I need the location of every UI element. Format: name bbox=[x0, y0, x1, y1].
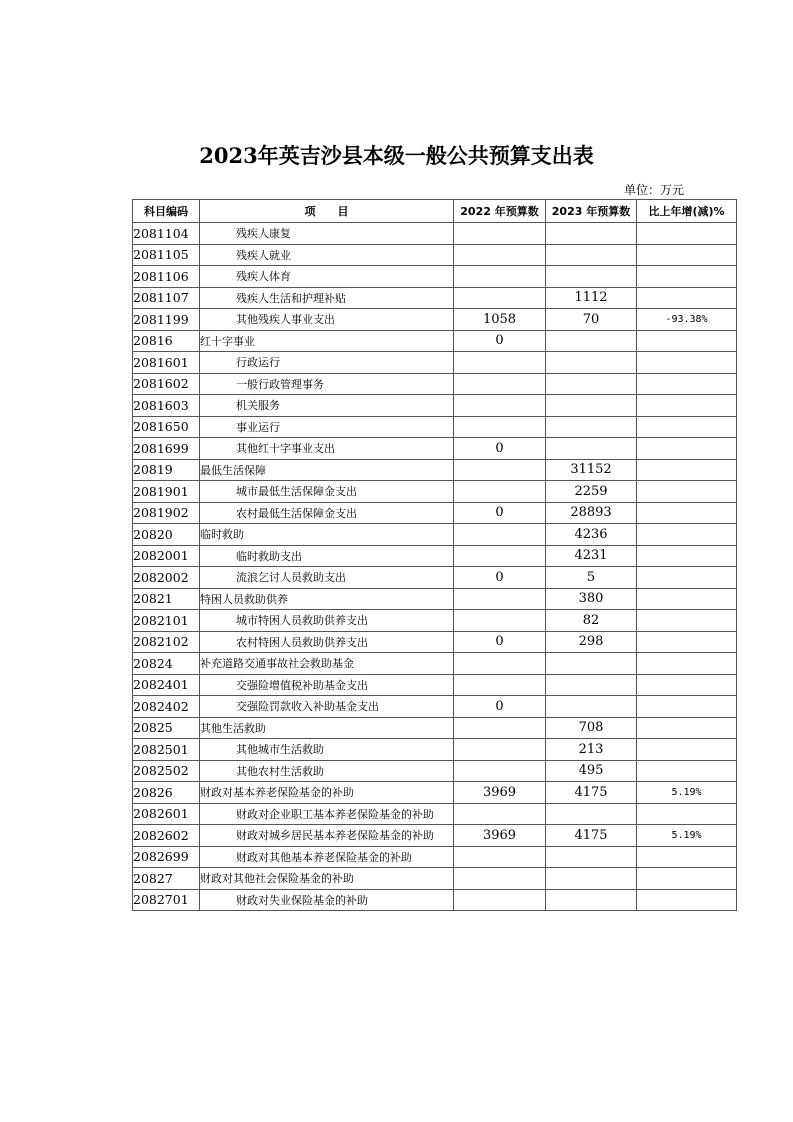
row-2023-budget: 28893 bbox=[546, 502, 637, 524]
row-change-percent: -93.38% bbox=[637, 309, 737, 331]
row-2023-budget: 31152 bbox=[546, 459, 637, 481]
row-2022-budget bbox=[454, 739, 546, 761]
table-row bbox=[133, 438, 737, 460]
row-code: 2081601 bbox=[133, 352, 200, 374]
row-code: 2082602 bbox=[133, 825, 200, 847]
row-code: 2082002 bbox=[133, 567, 200, 589]
row-2023-budget bbox=[546, 889, 637, 911]
row-code: 2082102 bbox=[133, 631, 200, 653]
table-row bbox=[133, 502, 737, 524]
row-item: 其他生活救助 bbox=[200, 717, 454, 739]
table-row bbox=[133, 846, 737, 868]
row-2023-budget: 5 bbox=[546, 567, 637, 589]
row-code: 20825 bbox=[133, 717, 200, 739]
row-change-percent bbox=[637, 524, 737, 546]
budget-table bbox=[132, 199, 737, 911]
row-code: 2082001 bbox=[133, 545, 200, 567]
row-item: 其他残疾人事业支出 bbox=[200, 309, 454, 331]
row-2023-budget bbox=[546, 868, 637, 890]
row-code: 20816 bbox=[133, 330, 200, 352]
row-item: 行政运行 bbox=[200, 352, 454, 374]
row-change-percent bbox=[637, 244, 737, 266]
row-change-percent: 5.19% bbox=[637, 782, 737, 804]
row-2023-budget: 4231 bbox=[546, 545, 637, 567]
row-2023-budget: 82 bbox=[546, 610, 637, 632]
row-2022-budget bbox=[454, 545, 546, 567]
row-change-percent bbox=[637, 717, 737, 739]
row-item: 特困人员救助供养 bbox=[200, 588, 454, 610]
row-change-percent bbox=[637, 588, 737, 610]
row-change-percent bbox=[637, 567, 737, 589]
row-code: 2082601 bbox=[133, 803, 200, 825]
row-code: 20824 bbox=[133, 653, 200, 675]
row-2022-budget bbox=[454, 395, 546, 417]
row-2022-budget bbox=[454, 588, 546, 610]
row-code: 2081699 bbox=[133, 438, 200, 460]
row-change-percent bbox=[637, 266, 737, 288]
table-row bbox=[133, 610, 737, 632]
row-change-percent bbox=[637, 696, 737, 718]
row-item: 城市特困人员救助供养支出 bbox=[200, 610, 454, 632]
row-2023-budget bbox=[546, 244, 637, 266]
row-item: 财政对失业保险基金的补助 bbox=[200, 889, 454, 911]
row-change-percent bbox=[637, 438, 737, 460]
row-change-percent bbox=[637, 739, 737, 761]
row-2022-budget bbox=[454, 459, 546, 481]
table-row bbox=[133, 653, 737, 675]
row-change-percent bbox=[637, 653, 737, 675]
row-code: 2081107 bbox=[133, 287, 200, 309]
row-change-percent bbox=[637, 352, 737, 374]
table-row bbox=[133, 825, 737, 847]
table-row bbox=[133, 244, 737, 266]
row-2022-budget bbox=[454, 481, 546, 503]
table-row bbox=[133, 674, 737, 696]
page-title: 2023年英吉沙县本级一般公共预算支出表 bbox=[199, 143, 594, 168]
row-code: 2081105 bbox=[133, 244, 200, 266]
table-row bbox=[133, 287, 737, 309]
row-item: 农村最低生活保障金支出 bbox=[200, 502, 454, 524]
header-2022-budget: 2022 年预算数 bbox=[454, 200, 546, 223]
header-code: 科目编码 bbox=[133, 200, 200, 223]
row-2022-budget bbox=[454, 244, 546, 266]
row-2022-budget bbox=[454, 868, 546, 890]
row-item: 交强险增值税补助基金支出 bbox=[200, 674, 454, 696]
row-2022-budget bbox=[454, 846, 546, 868]
row-2022-budget bbox=[454, 287, 546, 309]
row-change-percent bbox=[637, 846, 737, 868]
row-item: 红十字事业 bbox=[200, 330, 454, 352]
table-row bbox=[133, 373, 737, 395]
table-row bbox=[133, 717, 737, 739]
row-2023-budget: 4175 bbox=[546, 782, 637, 804]
row-code: 2082402 bbox=[133, 696, 200, 718]
table-row bbox=[133, 481, 737, 503]
row-2023-budget: 495 bbox=[546, 760, 637, 782]
row-code: 2081901 bbox=[133, 481, 200, 503]
row-2023-budget bbox=[546, 352, 637, 374]
row-change-percent bbox=[637, 330, 737, 352]
row-2022-budget bbox=[454, 266, 546, 288]
row-2022-budget bbox=[454, 610, 546, 632]
row-2022-budget bbox=[454, 803, 546, 825]
row-change-percent bbox=[637, 287, 737, 309]
row-2022-budget bbox=[454, 760, 546, 782]
row-change-percent bbox=[637, 674, 737, 696]
row-item: 其他农村生活救助 bbox=[200, 760, 454, 782]
row-2023-budget bbox=[546, 330, 637, 352]
row-2023-budget bbox=[546, 438, 637, 460]
row-change-percent bbox=[637, 760, 737, 782]
row-item: 其他城市生活救助 bbox=[200, 739, 454, 761]
table-row bbox=[133, 545, 737, 567]
row-2022-budget: 1058 bbox=[454, 309, 546, 331]
row-item: 城市最低生活保障金支出 bbox=[200, 481, 454, 503]
header-2023-budget: 2023 年预算数 bbox=[546, 200, 637, 223]
row-2023-budget: 4236 bbox=[546, 524, 637, 546]
row-item: 财政对企业职工基本养老保险基金的补助 bbox=[200, 803, 454, 825]
table-row bbox=[133, 696, 737, 718]
row-item: 补充道路交通事故社会救助基金 bbox=[200, 653, 454, 675]
row-change-percent bbox=[637, 223, 737, 245]
table-row bbox=[133, 309, 737, 331]
table-row bbox=[133, 330, 737, 352]
row-item: 残疾人体育 bbox=[200, 266, 454, 288]
row-2022-budget bbox=[454, 524, 546, 546]
row-item: 最低生活保障 bbox=[200, 459, 454, 481]
row-change-percent bbox=[637, 610, 737, 632]
row-2023-budget: 70 bbox=[546, 309, 637, 331]
row-item: 财政对基本养老保险基金的补助 bbox=[200, 782, 454, 804]
row-2022-budget bbox=[454, 889, 546, 911]
row-item: 残疾人就业 bbox=[200, 244, 454, 266]
row-2023-budget: 1112 bbox=[546, 287, 637, 309]
row-code: 2082502 bbox=[133, 760, 200, 782]
row-change-percent bbox=[637, 889, 737, 911]
row-item: 财政对其他社会保险基金的补助 bbox=[200, 868, 454, 890]
table-row bbox=[133, 459, 737, 481]
row-item: 一般行政管理事务 bbox=[200, 373, 454, 395]
row-2023-budget bbox=[546, 395, 637, 417]
row-code: 2081199 bbox=[133, 309, 200, 331]
row-2023-budget bbox=[546, 416, 637, 438]
table-row bbox=[133, 760, 737, 782]
row-change-percent bbox=[637, 803, 737, 825]
row-2023-budget bbox=[546, 653, 637, 675]
row-code: 2082501 bbox=[133, 739, 200, 761]
row-2022-budget: 0 bbox=[454, 502, 546, 524]
row-item: 财政对其他基本养老保险基金的补助 bbox=[200, 846, 454, 868]
row-item: 残疾人生活和护理补贴 bbox=[200, 287, 454, 309]
row-code: 2081902 bbox=[133, 502, 200, 524]
row-2023-budget bbox=[546, 266, 637, 288]
row-change-percent bbox=[637, 868, 737, 890]
row-change-percent: 5.19% bbox=[637, 825, 737, 847]
row-2022-budget bbox=[454, 223, 546, 245]
row-change-percent bbox=[637, 631, 737, 653]
table-row bbox=[133, 567, 737, 589]
row-item: 流浪乞讨人员救助支出 bbox=[200, 567, 454, 589]
row-code: 2081650 bbox=[133, 416, 200, 438]
row-change-percent bbox=[637, 416, 737, 438]
row-2022-budget bbox=[454, 674, 546, 696]
row-change-percent bbox=[637, 395, 737, 417]
row-2023-budget: 708 bbox=[546, 717, 637, 739]
row-2023-budget: 298 bbox=[546, 631, 637, 653]
row-2023-budget: 213 bbox=[546, 739, 637, 761]
row-code: 2082101 bbox=[133, 610, 200, 632]
row-item: 机关服务 bbox=[200, 395, 454, 417]
row-item: 残疾人康复 bbox=[200, 223, 454, 245]
row-code: 20827 bbox=[133, 868, 200, 890]
row-change-percent bbox=[637, 545, 737, 567]
row-2022-budget bbox=[454, 416, 546, 438]
row-2022-budget bbox=[454, 352, 546, 374]
table-row bbox=[133, 588, 737, 610]
row-item: 财政对城乡居民基本养老保险基金的补助 bbox=[200, 825, 454, 847]
row-code: 2081603 bbox=[133, 395, 200, 417]
row-2022-budget: 0 bbox=[454, 696, 546, 718]
row-2023-budget: 4175 bbox=[546, 825, 637, 847]
row-2023-budget bbox=[546, 674, 637, 696]
row-item: 事业运行 bbox=[200, 416, 454, 438]
row-2023-budget bbox=[546, 803, 637, 825]
table-row bbox=[133, 739, 737, 761]
row-code: 2081106 bbox=[133, 266, 200, 288]
header-item: 项 目 bbox=[200, 200, 454, 223]
table-row bbox=[133, 416, 737, 438]
row-2022-budget: 0 bbox=[454, 567, 546, 589]
row-2023-budget bbox=[546, 373, 637, 395]
row-2022-budget: 0 bbox=[454, 438, 546, 460]
table-row bbox=[133, 266, 737, 288]
row-2023-budget: 380 bbox=[546, 588, 637, 610]
table-body bbox=[133, 223, 737, 911]
row-change-percent bbox=[637, 502, 737, 524]
row-code: 2081104 bbox=[133, 223, 200, 245]
row-2022-budget bbox=[454, 717, 546, 739]
row-change-percent bbox=[637, 373, 737, 395]
unit-label: 单位：万元 bbox=[624, 183, 685, 197]
row-item: 农村特困人员救助供养支出 bbox=[200, 631, 454, 653]
row-2022-budget: 0 bbox=[454, 330, 546, 352]
row-code: 2081602 bbox=[133, 373, 200, 395]
table-row bbox=[133, 395, 737, 417]
row-code: 20819 bbox=[133, 459, 200, 481]
row-2023-budget: 2259 bbox=[546, 481, 637, 503]
row-2023-budget bbox=[546, 223, 637, 245]
table-row bbox=[133, 223, 737, 245]
row-2023-budget bbox=[546, 846, 637, 868]
row-2022-budget bbox=[454, 373, 546, 395]
row-2022-budget: 3969 bbox=[454, 825, 546, 847]
row-2022-budget: 0 bbox=[454, 631, 546, 653]
table-row bbox=[133, 782, 737, 804]
table-header-row bbox=[133, 200, 737, 223]
table-row bbox=[133, 803, 737, 825]
table-row bbox=[133, 352, 737, 374]
table-row bbox=[133, 868, 737, 890]
table-row bbox=[133, 524, 737, 546]
row-2022-budget bbox=[454, 653, 546, 675]
row-item: 临时救助 bbox=[200, 524, 454, 546]
row-item: 其他红十字事业支出 bbox=[200, 438, 454, 460]
table-row bbox=[133, 889, 737, 911]
row-code: 20826 bbox=[133, 782, 200, 804]
header-change-percent: 比上年增(减)% bbox=[637, 200, 737, 223]
row-2022-budget: 3969 bbox=[454, 782, 546, 804]
row-code: 2082701 bbox=[133, 889, 200, 911]
row-item: 交强险罚款收入补助基金支出 bbox=[200, 696, 454, 718]
row-2023-budget bbox=[546, 696, 637, 718]
row-item: 临时救助支出 bbox=[200, 545, 454, 567]
row-code: 20821 bbox=[133, 588, 200, 610]
row-change-percent bbox=[637, 481, 737, 503]
row-code: 2082401 bbox=[133, 674, 200, 696]
table-row bbox=[133, 631, 737, 653]
row-change-percent bbox=[637, 459, 737, 481]
row-code: 20820 bbox=[133, 524, 200, 546]
row-code: 2082699 bbox=[133, 846, 200, 868]
